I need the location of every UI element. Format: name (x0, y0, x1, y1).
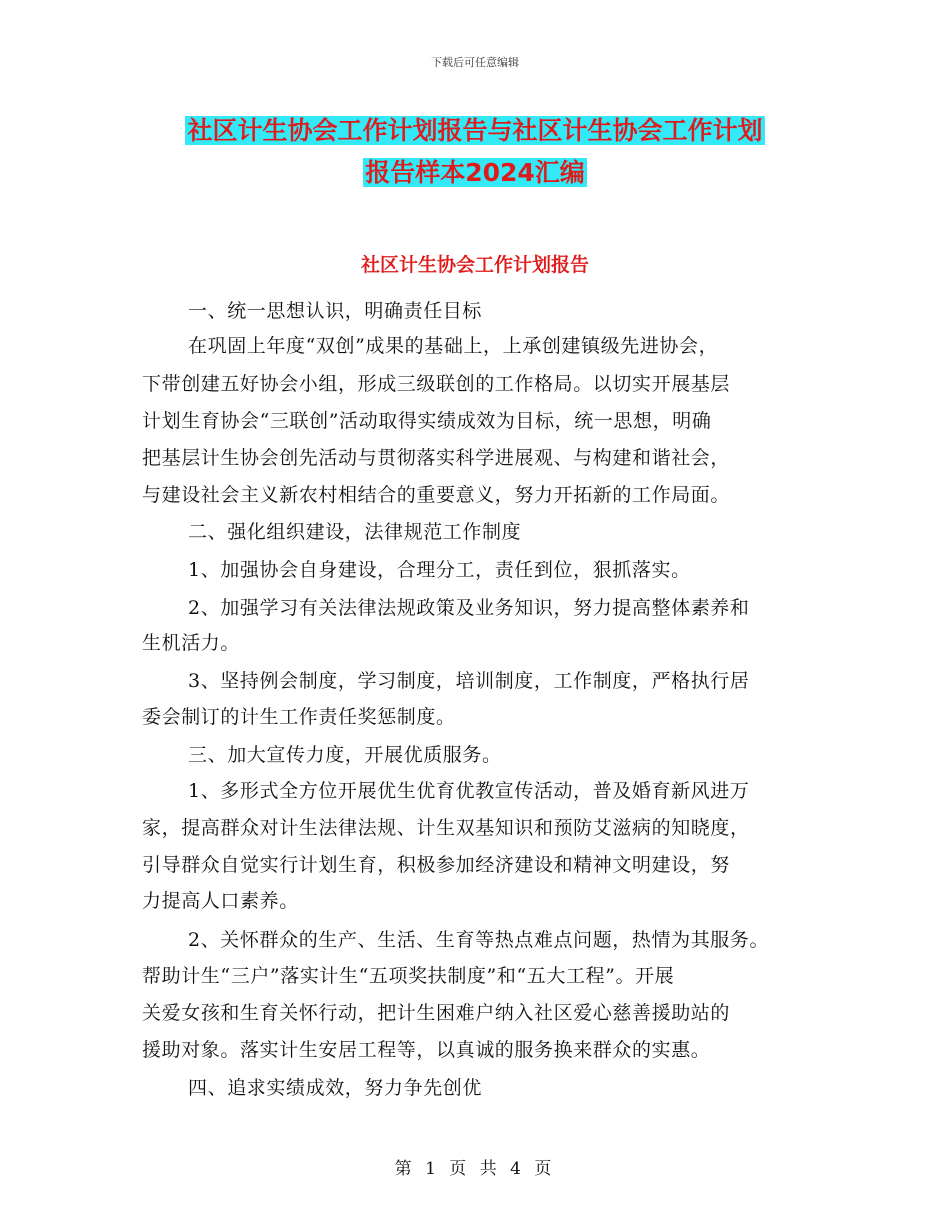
paragraph-line: 下带创建五好协会小组，形成三级联创的工作格局。以切实开展基层 (142, 373, 731, 395)
paragraph-line: 帮助计生“三户”落实计生“五项奖扶制度”和“五大工程”。开展 (142, 965, 675, 987)
paragraph-line: 把基层计生协会创先活动与贯彻落实科学进展观、与构建和谐社会， (142, 447, 731, 469)
paragraph-line: 家，提高群众对计生法律法规、计生双基知识和预防艾滋病的知晓度， (142, 817, 750, 839)
document-title-line-1 (0, 114, 950, 148)
paragraph-line: 在巩固上年度“双创”成果的基础上，上承创建镇级先进协会， (188, 335, 719, 357)
document-title-line-2 (0, 156, 950, 190)
paragraph-line: 引导群众自觉实行计划生育，积极参加经济建设和精神文明建设，努 (142, 854, 731, 876)
paragraph-line: 1、加强协会自身建设，合理分工，责任到位，狠抓落实。 (188, 559, 691, 581)
title-text-1: 社区计生协会工作计划报告与社区计生协会工作计划 (187, 116, 763, 145)
paragraph-line: 1、多形式全方位开展优生优育优教宣传活动，普及婚育新风进万 (188, 780, 750, 802)
paragraph-line: 2、加强学习有关法律法规政策及业务知识，努力提高整体素养和 (188, 597, 750, 619)
page-number-footer: 第 1 页 共 4 页 (394, 1159, 556, 1179)
paragraph-line: 计划生育协会“三联创”活动取得实绩成效为目标，统一思想，明确 (142, 410, 712, 432)
paragraph-line: 2、关怀群众的生产、生活、生育等热点难点问题，热情为其服务。 (188, 929, 770, 951)
section-heading: 社区计生协会工作计划报告 (360, 254, 589, 276)
header-note: 下载后可任意编辑 (431, 56, 519, 69)
heading-3: 三、加大宣传力度，开展优质服务。 (188, 744, 502, 766)
heading-4: 四、追求实绩成效，努力争先创优 (188, 1077, 483, 1099)
paragraph-line: 生机活力。 (142, 632, 241, 654)
paragraph-line: 援助对象。落实计生安居工程等，以真诚的服务换来群众的实惠。 (142, 1039, 711, 1061)
heading-2: 二、强化组织建设，法律规范工作制度 (188, 521, 522, 543)
heading-1: 一、统一思想认识，明确责任目标 (188, 300, 483, 322)
paragraph-line: 3、坚持例会制度，学习制度，培训制度，工作制度，严格执行居 (188, 670, 750, 692)
paragraph-line: 与建设社会主义新农村相结合的重要意义，努力开拓新的工作局面。 (142, 484, 731, 506)
paragraph-line: 关爱女孩和生育关怀行动，把计生困难户纳入社区爱心慈善援助站的 (142, 1002, 731, 1024)
paragraph-line: 委会制订的计生工作责任奖惩制度。 (142, 706, 456, 728)
paragraph-line: 力提高人口素养。 (142, 890, 299, 912)
title-text-2: 报告样本2024汇编 (365, 158, 585, 187)
